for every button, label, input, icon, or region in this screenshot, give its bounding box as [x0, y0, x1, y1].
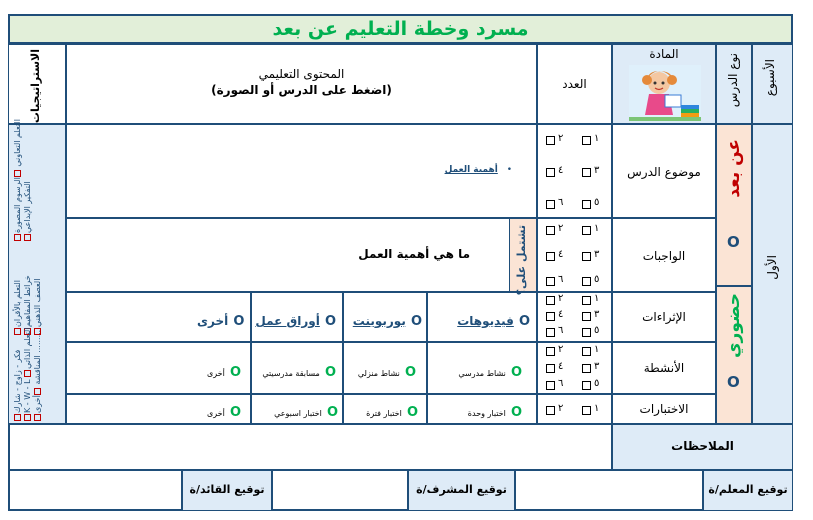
activity-competition-cell[interactable] — [251, 342, 343, 394]
count-3: ٣ — [594, 309, 600, 320]
strategy-checkbox[interactable] — [25, 414, 32, 421]
count-5: ٥ — [594, 274, 600, 285]
count-6: ٦ — [558, 274, 564, 285]
week-header — [752, 44, 793, 124]
strategies-col-6 — [13, 337, 22, 421]
checkbox-2[interactable] — [546, 136, 555, 145]
checkbox-4[interactable] — [546, 168, 555, 177]
page-title: مسرد وخطة التعليم عن بعد — [272, 18, 529, 40]
activity-competition-radio[interactable]: O — [324, 365, 336, 380]
count-4: ٤ — [558, 361, 564, 372]
checkbox-3[interactable] — [582, 252, 591, 261]
content-header — [66, 44, 537, 124]
checkbox-2[interactable] — [546, 347, 555, 356]
enrichment-worksheets-cell[interactable] — [251, 292, 343, 342]
enrichment-other[interactable] — [197, 310, 244, 329]
checkbox-4[interactable] — [546, 364, 555, 373]
remote-label: عن بعد — [724, 139, 744, 198]
strategies-col-8 — [33, 329, 42, 421]
count-2: ٢ — [558, 223, 564, 234]
attendance-cell[interactable] — [716, 286, 752, 424]
checkbox-6[interactable] — [546, 277, 555, 286]
attendance-radio[interactable]: O — [727, 373, 740, 391]
count-6: ٦ — [558, 378, 564, 389]
checkbox-5[interactable] — [582, 277, 591, 286]
checkbox-6[interactable] — [546, 200, 555, 209]
strategy-item: التفكير الإبداعي — [23, 181, 32, 233]
notes-field[interactable] — [8, 424, 612, 470]
homework-label-cell — [612, 218, 716, 292]
tests-count — [537, 394, 612, 424]
test-unit-radio[interactable]: O — [510, 405, 522, 420]
activity-home-label: نشاط منزلي — [357, 369, 400, 378]
checkbox-1[interactable] — [582, 347, 591, 356]
count-5: ٥ — [594, 197, 600, 208]
checkbox-6[interactable] — [546, 381, 555, 390]
activity-home-cell[interactable] — [343, 342, 427, 394]
strategy-checkbox[interactable] — [15, 414, 22, 421]
strategy-item: التعلم بالأقران — [13, 279, 22, 327]
homework-tag: تشتمل على؟ — [515, 225, 528, 296]
enrichment-videos-radio[interactable]: O — [518, 314, 530, 329]
activity-competition[interactable] — [262, 361, 336, 380]
checkbox-3[interactable] — [582, 168, 591, 177]
enrichment-label: الإثراءات — [642, 310, 686, 324]
strategy-checkbox[interactable] — [25, 370, 32, 377]
notes-label: الملاحظات — [671, 439, 734, 453]
enrichment-count — [537, 292, 612, 342]
supervisor-signature-field[interactable] — [272, 470, 408, 511]
notes-label-cell — [612, 424, 793, 470]
strategy-checkbox[interactable] — [15, 170, 22, 177]
count-header — [537, 44, 612, 124]
strategies-col-2 — [23, 131, 32, 241]
lesson-topic-link[interactable]: أهمية العمل — [444, 165, 498, 175]
week-value: الأول — [765, 255, 779, 280]
strategies-list-cell — [8, 119, 66, 424]
homework-question: ما هي أهمية العمل — [358, 247, 470, 261]
test-other[interactable] — [207, 401, 241, 420]
count-4: ٤ — [558, 165, 564, 176]
strategy-checkbox[interactable] — [15, 328, 22, 335]
lesson-type-header-label: نوع الدرس — [726, 53, 740, 108]
count-3: ٣ — [594, 249, 600, 260]
strategies-col-7 — [23, 327, 32, 421]
test-other-label: أخرى — [207, 409, 225, 418]
test-term-label: اختبار فترة — [366, 409, 402, 418]
lesson-topic-label: موضوع الدرس — [627, 165, 701, 179]
bullet-icon: • — [506, 165, 512, 175]
activity-home[interactable] — [358, 361, 416, 380]
count-2: ٢ — [558, 293, 564, 304]
checkbox-5[interactable] — [582, 381, 591, 390]
activity-other[interactable] — [207, 361, 241, 380]
test-weekly-label: اختبار اسبوعي — [274, 409, 322, 418]
teacher-signature-label-cell — [703, 470, 793, 511]
count-1: ١ — [594, 344, 600, 355]
strategies-col-1 — [13, 119, 22, 241]
checkbox-4[interactable] — [546, 312, 555, 321]
enrichment-worksheets-link[interactable]: أوراق عمل — [255, 314, 320, 328]
enrichment-videos[interactable] — [457, 310, 530, 329]
checkbox-5[interactable] — [582, 328, 591, 337]
activity-school-label: نشاط مدرسي — [458, 369, 506, 378]
activity-competition-label: مسابقة مدرسيتي — [262, 369, 320, 378]
activity-school-radio[interactable]: O — [510, 365, 522, 380]
count-4: ٤ — [558, 309, 564, 320]
subject-header-label: المادة — [649, 47, 679, 61]
enrichment-other-label: أخرى — [197, 314, 229, 328]
activity-school[interactable] — [458, 361, 522, 380]
enrichment-powerpoint-cell[interactable] — [343, 292, 427, 342]
checkbox-2[interactable] — [546, 296, 555, 305]
strategy-checkbox[interactable] — [15, 234, 22, 241]
count-6: ٦ — [558, 197, 564, 208]
lesson-topic-count — [537, 124, 612, 218]
supervisor-signature-label-cell — [408, 470, 515, 511]
test-unit[interactable] — [468, 401, 522, 420]
activities-label: الأنشطة — [643, 361, 685, 375]
checkbox-1[interactable] — [582, 296, 591, 305]
test-unit-cell[interactable] — [427, 394, 537, 424]
test-term-radio[interactable]: O — [406, 405, 418, 420]
leader-signature-label: توقيع القائد/ة — [189, 483, 265, 496]
strategy-item: المناقشة — [33, 355, 42, 385]
tests-label: الاختبارات — [639, 402, 689, 416]
test-term[interactable] — [366, 401, 418, 420]
leader-signature-label-cell — [182, 470, 272, 511]
test-weekly-radio[interactable]: O — [326, 405, 338, 420]
lesson-topic-list — [445, 165, 512, 175]
test-term-cell[interactable] — [343, 394, 427, 424]
student-reading-icon[interactable] — [629, 65, 701, 121]
enrichment-videos-cell[interactable] — [427, 292, 537, 342]
remote-cell[interactable] — [716, 124, 752, 286]
strategy-item: العصف الذهني — [33, 278, 42, 327]
enrichment-powerpoint-radio[interactable]: O — [410, 314, 422, 329]
count-header-label: العدد — [562, 77, 587, 91]
checkbox-3[interactable] — [582, 312, 591, 321]
count-3: ٣ — [594, 165, 600, 176]
test-weekly-cell[interactable] — [251, 394, 343, 424]
strategy-checkbox[interactable] — [35, 414, 42, 421]
test-weekly[interactable] — [274, 401, 338, 420]
checkbox-1[interactable] — [582, 406, 591, 415]
enrichment-powerpoint[interactable] — [353, 310, 422, 329]
enrichment-other-cell[interactable] — [66, 292, 251, 342]
checkbox-2[interactable] — [546, 226, 555, 235]
homework-label: الواجبات — [642, 249, 686, 263]
leader-signature-field[interactable] — [8, 470, 182, 511]
enrichment-powerpoint-link[interactable]: بوربوينت — [352, 314, 406, 328]
strategies-col-5 — [33, 245, 42, 335]
count-5: ٥ — [594, 325, 600, 336]
enrichment-label-cell — [612, 292, 716, 342]
title-bar — [8, 14, 793, 44]
strategies-header — [8, 44, 66, 124]
lesson-topic-label-cell — [612, 124, 716, 218]
teacher-signature-label: توقيع المعلم/ة — [708, 483, 788, 496]
count-1: ١ — [594, 293, 600, 304]
test-other-radio[interactable]: O — [229, 405, 241, 420]
strategies-col-3 — [13, 245, 22, 335]
count-4: ٤ — [558, 249, 564, 260]
strategy-item: الرسوم المصورة — [13, 177, 22, 233]
activities-count — [537, 342, 612, 394]
content-header-title: المحتوى التعليمي — [258, 67, 345, 81]
lesson-type-header — [716, 44, 752, 124]
count-1: ١ — [594, 133, 600, 144]
strategy-item: أخرى ......... — [33, 329, 42, 413]
checkbox-6[interactable] — [546, 328, 555, 337]
count-3: ٣ — [594, 361, 600, 372]
week-value-cell — [752, 124, 793, 424]
enrichment-worksheets-radio[interactable]: O — [324, 314, 336, 329]
checkbox-1[interactable] — [582, 136, 591, 145]
homework-count — [537, 218, 612, 292]
checkbox-1[interactable] — [582, 226, 591, 235]
remote-radio[interactable]: O — [727, 233, 740, 251]
count-5: ٥ — [594, 378, 600, 389]
attendance-label: حضوري — [724, 293, 744, 359]
activity-school-cell[interactable] — [427, 342, 537, 394]
teacher-signature-field[interactable] — [515, 470, 703, 511]
activities-label-cell — [612, 342, 716, 394]
activity-other-label: أخرى — [207, 369, 225, 378]
checkbox-4[interactable] — [546, 252, 555, 261]
strategy-item: التعلم التعاوني — [13, 119, 22, 167]
homework-tag-box — [509, 219, 536, 296]
enrichment-videos-link[interactable]: فيديوهات — [457, 314, 514, 328]
activity-other-cell[interactable] — [66, 342, 251, 394]
strategy-item: التعلم الذاتي — [23, 327, 32, 369]
count-2: ٢ — [558, 133, 564, 144]
strategy-item: فكر - زاوج - شارك — [13, 349, 22, 413]
strategies-col-4 — [23, 245, 32, 335]
checkbox-2[interactable] — [546, 406, 555, 415]
supervisor-signature-label: توقيع المشرف/ة — [416, 483, 507, 496]
count-6: ٦ — [558, 325, 564, 336]
content-header-subtitle: (اضغط على الدرس أو الصورة) — [211, 83, 392, 97]
test-unit-label: اختبار وحدة — [467, 409, 506, 418]
week-header-label: الأسبوع — [763, 59, 777, 97]
count-2: ٢ — [558, 403, 564, 414]
strategies-header-label: الاستراتيجيات — [29, 49, 42, 124]
test-other-cell[interactable] — [66, 394, 251, 424]
strategy-item: K - W - L — [23, 379, 32, 413]
checkbox-5[interactable] — [582, 200, 591, 209]
lesson-topic-content — [66, 124, 537, 218]
strategy-item: خرائط المفاهيم — [23, 275, 32, 327]
strategy-checkbox[interactable] — [35, 388, 42, 395]
activity-home-radio[interactable]: O — [404, 365, 416, 380]
enrichment-other-radio[interactable]: O — [233, 314, 245, 329]
enrichment-worksheets[interactable] — [255, 310, 336, 329]
count-1: ١ — [594, 403, 600, 414]
subject-header — [612, 44, 716, 124]
checkbox-3[interactable] — [582, 364, 591, 373]
tests-label-cell — [612, 394, 716, 424]
count-2: ٢ — [558, 344, 564, 355]
count-1: ١ — [594, 223, 600, 234]
homework-content — [66, 218, 537, 296]
strategy-checkbox[interactable] — [25, 234, 32, 241]
activity-other-radio[interactable]: O — [229, 365, 241, 380]
